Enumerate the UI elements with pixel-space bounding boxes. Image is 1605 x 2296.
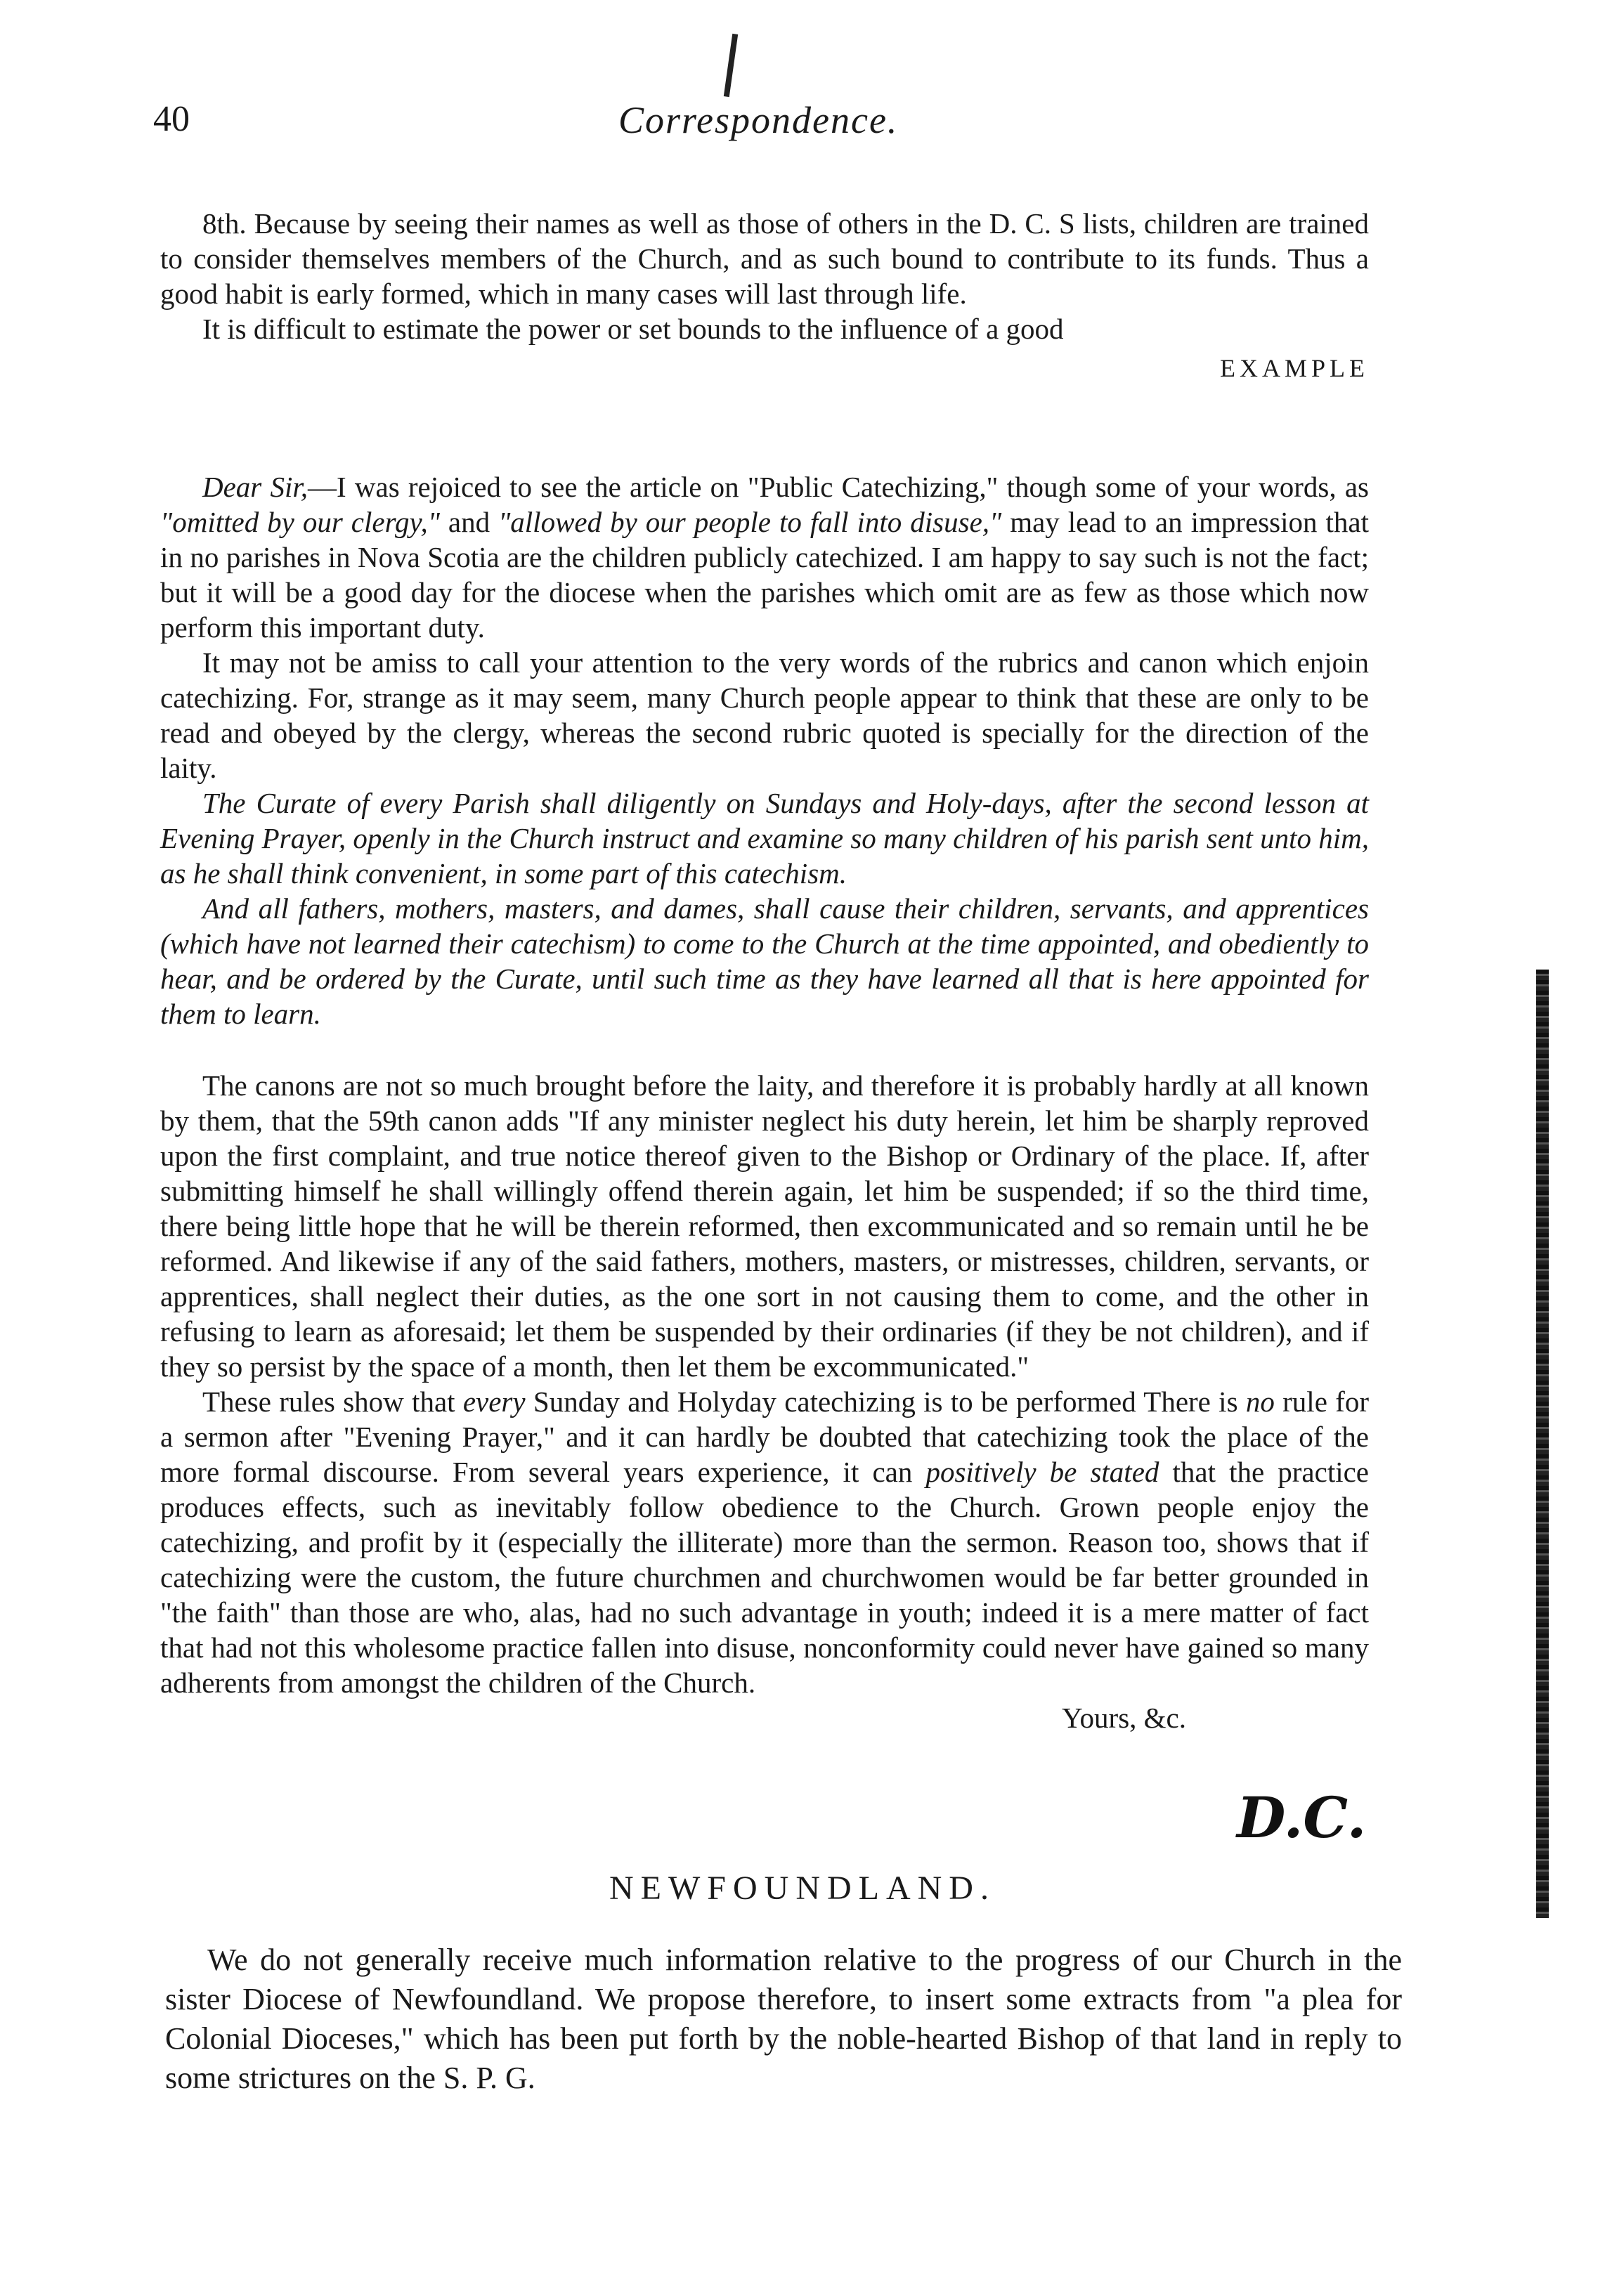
scan-mark-top xyxy=(724,34,738,97)
paragraph: We do not generally receive much information relative to the progress of our Church in the sister Diocese of Newfoundland. We propose therefore, to insert some extracts from "a plea for Colonial Dioceses," which has been put forth by the noble-hearted Bishop of that land in reply to some strictures on the S. P. G. xyxy=(165,1943,1402,2095)
quote: "allowed by our people to fall into disuse," xyxy=(498,506,1002,538)
page-number: 40 xyxy=(153,99,190,139)
rubric-quote: The Curate of every Parish shall diligently on Sundays and Holy-days, after the second lesson at Evening Prayer, openly in the Church instruct and examine so many children of his parish sent unto him, as he shall think convenient, in some part of this catechism. xyxy=(160,787,1369,889)
section-canons xyxy=(160,1068,1369,1735)
quote: "omitted by our clergy," xyxy=(160,506,440,538)
letter-opening-paragraph: Dear Sir,—I was rejoiced to see the article on "Public Catechizing," though some of your words, as "omitted by our clergy," and "allowed by our people to fall into disuse," may lead to an impression that in no parishes in Nova Scotia are the children publicly catechized. I am happy to say such is not the fact; but it will be a good day for the diocese when the parishes which omit are as few as those which now perform this important duty. xyxy=(160,471,1369,644)
paragraph: The canons are not so much brought before the laity, and therefore it is probably hardly at all known by them, that the 59th canon adds "If any minister neglect his duty herein, let him be sharply reproved upon the first complaint, and true notice thereof given to the Bishop or Ordinary of the place. If, after submitting himself he shall willingly offend therein again, let him be suspended; if so the third time, there being little hope that he will be therein reformed, then excommunicated and so remain until he be reformed. And likewise if any of the said fathers, mothers, masters, or mistresses, children, servants, or apprentices, shall neglect their duties, as the one sort in not causing them to come, and the other in refusing to learn as aforesaid; let them be suspended by their ordinaries (if they be not children), and if they so persist by the space of a month, then let them be excommunicated." xyxy=(160,1069,1369,1383)
signature: EXAMPLE xyxy=(1220,354,1369,382)
section-sunday-school-reasons xyxy=(160,206,1369,383)
scan-edge-mark xyxy=(1536,970,1549,1918)
handwritten-initials: D.C. xyxy=(1237,1785,1367,1851)
section-letter-catechizing xyxy=(160,469,1369,1031)
paragraph: It may not be amiss to call your attention to the very words of the rubrics and canon which enjoin catechizing. For, strange as it may seem, many Church people appear to think that these are only to be read and obeyed by the clergy, whereas the second rubric quoted is specially for the direction of the laity. xyxy=(160,646,1369,784)
signoff-row xyxy=(160,1700,1369,1735)
paragraph: 8th. Because by seeing their names as well as those of others in the D. C. S lists, children are trained to consider themselves members of the Church, and as such bound to contribute to its funds. Thus a good habit is early formed, which in many cases will last through life. xyxy=(160,207,1369,310)
salutation: Dear Sir, xyxy=(202,471,308,503)
paragraph: These rules show that every Sunday and Holyday catechizing is to be performed There is no rule for a sermon after "Evening Prayer," and it can hardly be doubted that catechizing took the place of the more formal discourse. From several years experience, it can positively be stated that the practice produces effects, such as inevitably follow obedience to the Church. Grown people enjoy the catechizing, and profit by it (especially the illiterate) more than the sermon. Reason too, shows that if catechizing were the custom, the future churchmen and churchwomen would be far better grounded in "the faith" than those are who, alas, had no such advantage in youth; indeed it is a mere matter of fact that had not this wholesome practice fallen into disuse, nonconformity could never have gained so many adherents from amongst the children of the Church. xyxy=(160,1385,1370,1699)
section-newfoundland xyxy=(165,1940,1402,2098)
rubric-quote: And all fathers, mothers, masters, and dames, shall cause their children, servants, and apprentices (which have not learned their catechism) to come to the Church at the time appointed, and obediently to hear, and be ordered by the Curate, until such time as they have learned all that is here appointed for them to learn. xyxy=(160,892,1369,1030)
signoff: Yours, &c. xyxy=(1062,1702,1186,1734)
section-heading: NEWFOUNDLAND. xyxy=(609,1870,996,1907)
paragraph: It is difficult to estimate the power or set bounds to the influence of a good xyxy=(202,313,1064,345)
running-head: Correspondence. xyxy=(618,99,899,141)
